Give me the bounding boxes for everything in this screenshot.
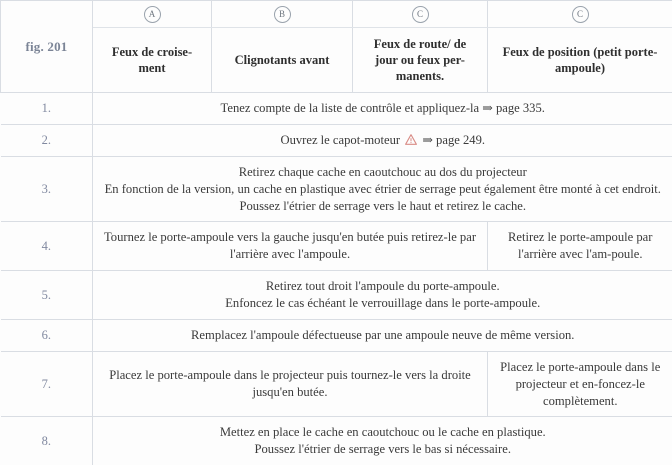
figure-label-cell bbox=[1, 1, 93, 93]
row-content: Mettez en place le cache en caoutchouc ou le cache en plastique. Poussez l'étrier de serrage vers le bas si nécessaire. bbox=[93, 417, 672, 465]
column-marker-c-cell bbox=[353, 1, 488, 28]
table-row bbox=[1, 156, 672, 222]
column-marker-b-cell bbox=[212, 1, 353, 28]
row-content-abc: Placez le porte-ampoule dans le projecteur puis tournez-le vers la droite jusqu'en butée. bbox=[93, 351, 488, 417]
table-row bbox=[1, 222, 672, 271]
row-content-pre: Ouvrez le capot-moteur bbox=[280, 133, 403, 147]
row-number: 3. bbox=[1, 156, 93, 222]
figure-label: fig. 201 bbox=[25, 39, 67, 54]
column-header-b: Clignotants avant bbox=[212, 28, 353, 93]
row-number: 2. bbox=[1, 124, 93, 156]
circled-letter-icon: A bbox=[144, 6, 161, 23]
row-content bbox=[93, 124, 672, 156]
table-row bbox=[1, 319, 672, 351]
circled-letter-icon: C bbox=[572, 6, 589, 23]
row-content-abc: Tournez le porte-ampoule vers la gauche jusqu'en butée puis retirez-le par l'arrière avec l'ampoule. bbox=[93, 222, 488, 271]
column-marker-a-cell bbox=[93, 1, 212, 28]
row-number: 4. bbox=[1, 222, 93, 271]
row-number: 5. bbox=[1, 271, 93, 320]
table-marker-row bbox=[1, 1, 672, 28]
row-content: Retirez tout droit l'ampoule du porte-ampoule. Enfoncez le cas échéant le verrouillage dans le porte-ampoule. bbox=[93, 271, 672, 320]
circled-letter-icon: B bbox=[274, 6, 291, 23]
table-header-row bbox=[1, 28, 672, 93]
warning-triangle-icon bbox=[405, 134, 417, 145]
row-content: Tenez compte de la liste de contrôle et appliquez-la ⇒ page 335. bbox=[93, 93, 672, 125]
row-content: Retirez chaque cache en caoutchouc au dos du projecteur En fonction de la version, un cache en plastique avec étrier de serrage peut également être monté à cet endroit. Poussez l'étrier de serrage vers le haut et retirez le cache. bbox=[93, 156, 672, 222]
table-row bbox=[1, 417, 672, 465]
row-number: 6. bbox=[1, 319, 93, 351]
column-marker-d-cell bbox=[488, 1, 672, 28]
column-header-a: Feux de croise- ment bbox=[93, 28, 212, 93]
table-row bbox=[1, 124, 672, 156]
row-number: 7. bbox=[1, 351, 93, 417]
row-content-d: Placez le porte-ampoule dans le projecteur et en-foncez-le complètement. bbox=[488, 351, 672, 417]
circled-letter-icon: C bbox=[412, 6, 429, 23]
column-header-c: Feux de route/ de jour ou feux per- manents. bbox=[353, 28, 488, 93]
table-row bbox=[1, 93, 672, 125]
row-number: 1. bbox=[1, 93, 93, 125]
row-content: Remplacez l'ampoule défectueuse par une ampoule neuve de même version. bbox=[93, 319, 672, 351]
table-row bbox=[1, 271, 672, 320]
table-row bbox=[1, 351, 672, 417]
row-content-post: ⇒ page 249. bbox=[419, 133, 485, 147]
row-content-d: Retirez le porte-ampoule par l'arrière avec l'am-poule. bbox=[488, 222, 672, 271]
row-number: 8. bbox=[1, 417, 93, 465]
column-header-d: Feux de position (petit porte-ampoule) bbox=[488, 28, 672, 93]
